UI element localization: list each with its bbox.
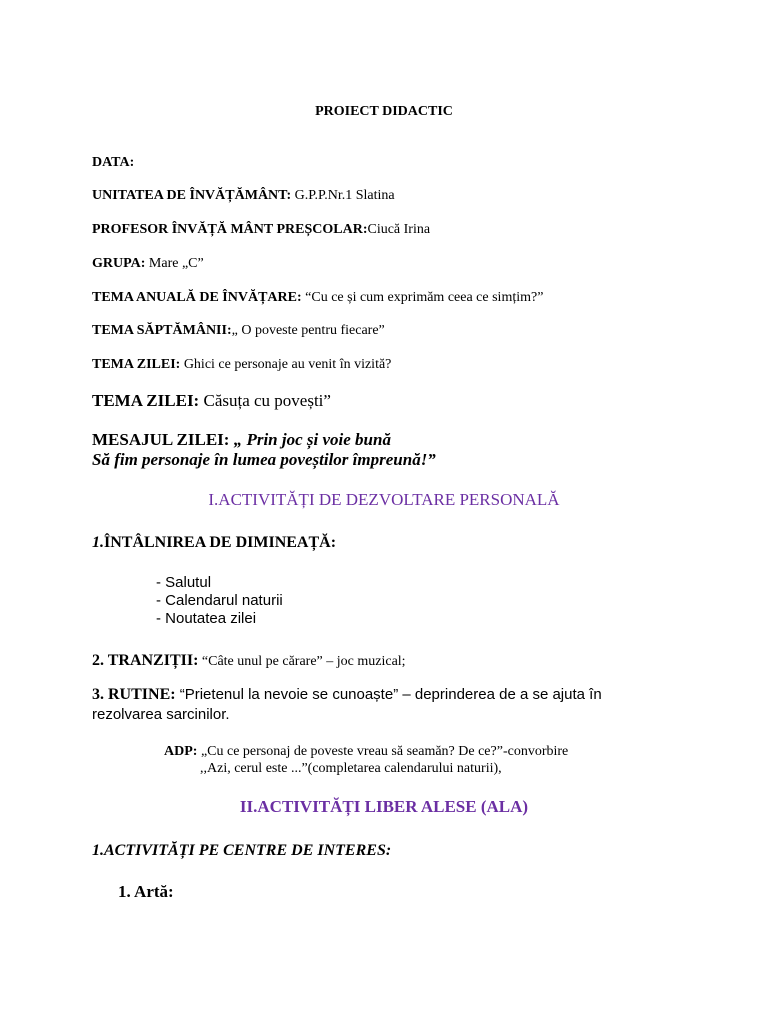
rutine-label: 3. RUTINE: (92, 686, 176, 703)
tranzitii-label: 2. TRANZIȚII: (92, 652, 199, 669)
adp-line-2: ,,Azi, cerul este ...”(completarea calendarului naturii), (200, 761, 502, 776)
field-value: „ O poveste pentru fiecare” (231, 323, 385, 338)
intalnire-num: 1. (92, 534, 104, 551)
field-tema-saptamanii (92, 323, 385, 339)
field-label: TEMA ANUALĂ DE ÎNVĂȚARE: (92, 290, 302, 305)
tema-zilei-label: TEMA ZILEI: (92, 391, 200, 410)
adp-text-1: „Cu ce personaj de poveste vreau să seamăn? De ce?”-convorbire (197, 744, 569, 759)
field-value: Ghici ce personaje au venit în vizită? (180, 357, 392, 372)
tema-zilei-value: Căsuța cu povești” (199, 391, 331, 410)
field-tema-zilei (92, 357, 391, 373)
section2-subheading: 1.ACTIVITĂȚI PE CENTRE DE INTERES: (92, 842, 392, 859)
field-tema-anuala (92, 290, 543, 306)
field-data (92, 155, 134, 171)
section2-heading: II.ACTIVITĂȚI LIBER ALESE (ALA) (239, 797, 529, 816)
rutine-text-1: “Prietenul la nevoie se cunoaște” – deprinderea de a se ajuta în (175, 686, 602, 703)
field-label: PROFESOR ÎNVĂȚĂ MÂNT PREȘCOLAR: (92, 222, 368, 237)
field-label: DATA: (92, 155, 135, 170)
mesaj-line-1 (92, 430, 391, 450)
list-item: - Noutatea zilei (156, 610, 257, 627)
field-value: Ciucă Irina (367, 222, 431, 237)
field-label: TEMA ZILEI: (92, 357, 181, 372)
field-value: “Cu ce și cum exprimăm ceea ce simțim?” (301, 290, 544, 305)
field-value: Mare „C” (145, 256, 204, 271)
field-value: G.P.P.Nr.1 Slatina (291, 188, 395, 203)
list-item: - Calendarul naturii (156, 592, 283, 609)
tranzitii-line (92, 652, 406, 670)
field-grupa (92, 256, 204, 272)
section1-heading: I.ACTIVITĂȚI DE DEZVOLTARE PERSONALĂ (208, 490, 560, 509)
rutine-line-2: rezolvarea sarcinilor. (92, 706, 230, 723)
rutine-line-1 (92, 686, 602, 704)
field-label: TEMA SĂPTĂMÂNII: (92, 323, 232, 338)
mesaj-label: MESAJUL ZILEI: (92, 430, 230, 449)
field-label: UNITATEA DE ÎNVĂȚĂMÂNT: (92, 188, 292, 203)
adp-line-1 (164, 744, 568, 760)
intalnire-label: ÎNTÂLNIREA DE DIMINEAȚĂ: (104, 534, 337, 551)
field-unitate (92, 188, 395, 204)
mesaj-line-2: Să fim personaje în lumea poveștilor împreună!” (92, 450, 436, 469)
intalnire-heading (92, 534, 336, 552)
field-profesor (92, 222, 430, 238)
document-title: PROIECT DIDACTIC (315, 104, 453, 119)
mesaj-text-1: „ Prin joc și voie bună (229, 430, 391, 449)
tema-zilei-secondary (92, 391, 331, 411)
list-item-arta: 1. Artă: (118, 882, 174, 901)
adp-label: ADP: (164, 744, 198, 759)
field-label: GRUPA: (92, 256, 146, 271)
list-item: - Salutul (156, 574, 212, 591)
tranzitii-value: “Câte unul pe cărare” – joc muzical; (198, 654, 406, 669)
